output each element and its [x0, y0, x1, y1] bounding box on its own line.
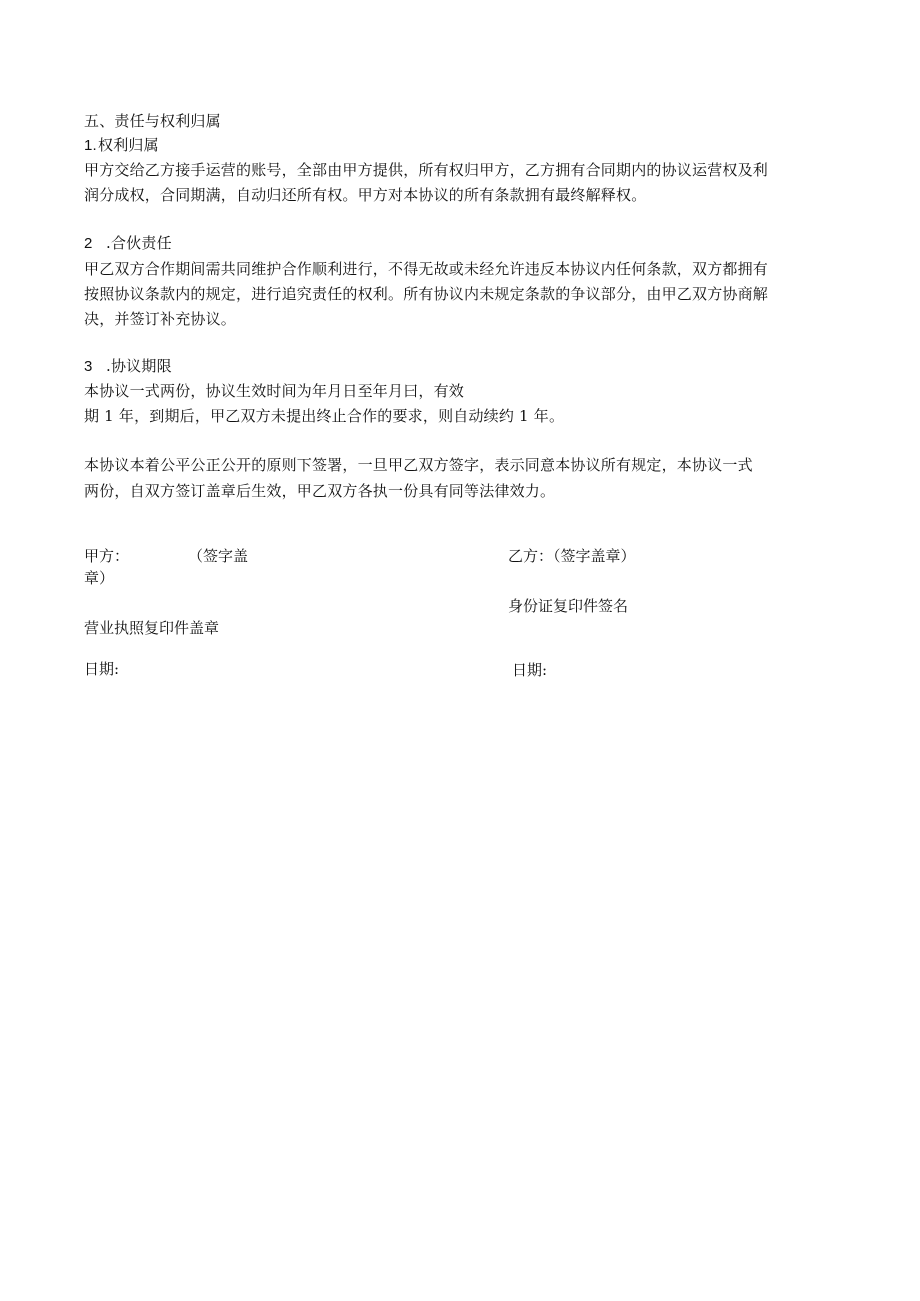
item-1-text-line-2: 润分成权，合同期满，自动归还所有权。甲方对本协议的所有条款拥有最终解释权。: [84, 186, 647, 204]
party-a-sign-label: （签字盖: [188, 547, 249, 565]
section-title: [84, 109, 221, 133]
item-2-text-line-3: 决，并签订补充协议。: [84, 310, 237, 328]
item-3-title: .协议期限: [106, 357, 172, 375]
item-3-text-line-1: 本协议一式两份，协议生效时间为年月日至年月曰，有效: [84, 382, 465, 400]
party-b-id-copy: 身份证复印件签名: [508, 597, 629, 615]
section-title-text: 五、责任与权利归属: [84, 112, 221, 130]
item-3-heading: [84, 354, 172, 379]
item-3-text-line-2: 期 1 年，到期后，甲乙双方未提出终止合作的要求，则自动续约 1 年。: [84, 407, 565, 425]
party-b-label: 乙方：（签字盖章）: [508, 547, 636, 565]
item-1-text-line-1: 甲方交给乙方接手运营的账号，全部由甲方提供，所有权归甲方，乙方拥有合同期内的协议运营权及利: [84, 161, 769, 179]
party-b-date: 日期:: [512, 661, 548, 679]
item-2-number: 2: [84, 235, 93, 252]
party-a-license-copy: 营业执照复印件盖章: [84, 619, 220, 637]
item-2-heading: [84, 231, 172, 256]
party-a-date: 日期:: [84, 660, 120, 678]
item-1-heading: [84, 133, 159, 158]
party-a-sign-label-cont: 章）: [84, 569, 115, 587]
item-3-number: 3: [84, 358, 93, 375]
closing-text-line-2: 两份，自双方签订盖章后生效，甲乙双方各执一份具有同等法律效力。: [84, 482, 556, 500]
item-2-title: .合伙责任: [106, 234, 172, 252]
item-1-number: 1.: [84, 137, 97, 154]
item-2-text-line-2: 按照协议条款内的规定，进行追究责任的权利。所有协议内未规定条款的争议部分，由甲乙双方协商解: [84, 285, 769, 303]
item-1-title: 权利归属: [98, 136, 159, 154]
item-2-text-line-1: 甲乙双方合作期间需共同维护合作顺利进行，不得无故或未经允许违反本协议内任何条款，双方都拥有: [84, 260, 769, 278]
party-a-label: 甲方：: [84, 547, 130, 565]
closing-text-line-1: 本协议本着公平公正公开的原则下签署，一旦甲乙双方签字，表示同意本协议所有规定，本协议一式: [84, 456, 753, 474]
